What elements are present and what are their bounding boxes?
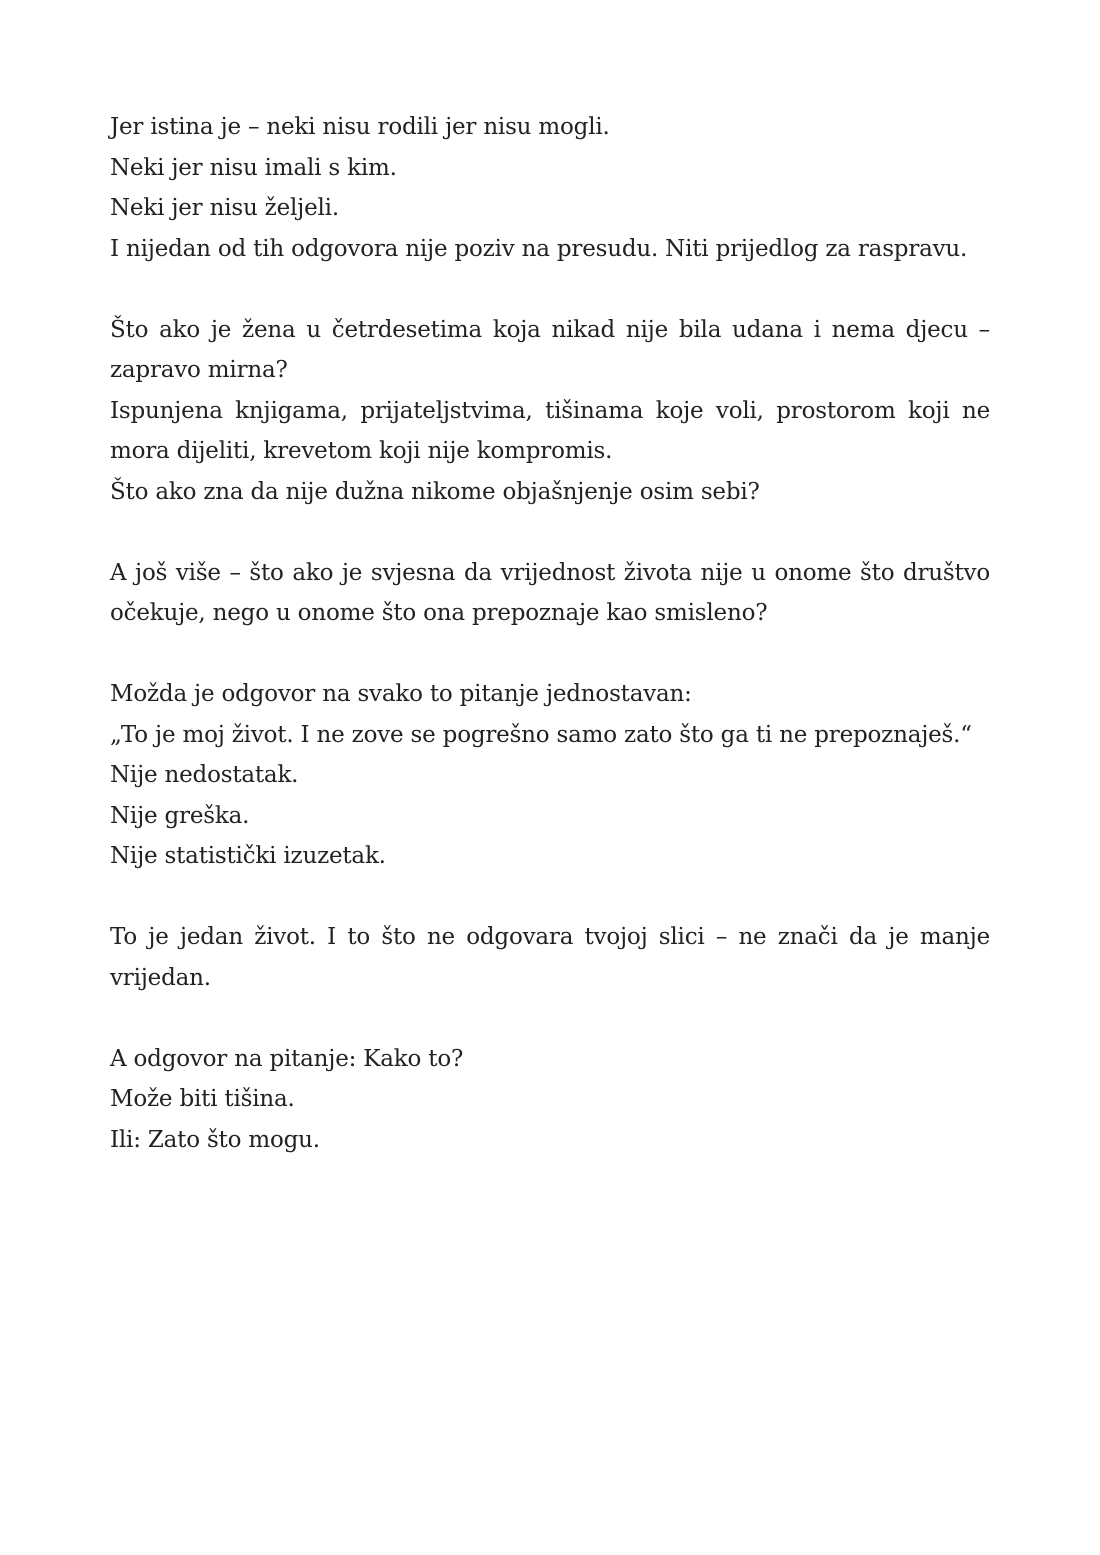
paragraph-6 (110, 1039, 990, 1161)
paragraph-4 (110, 674, 990, 877)
paragraph-5 (110, 917, 990, 998)
text-line: A odgovor na pitanje: Kako to? (110, 1045, 464, 1072)
text-line: Može biti tišina. (110, 1086, 295, 1112)
paragraph-1 (110, 107, 990, 269)
text-line: A još više – što ako je svjesna da vrijednost života nije u onome što društvo očekuje, nego u onome što ona prepoznaje kao smisleno? (110, 559, 990, 626)
text-line: I nijedan od tih odgovora nije poziv na presudu. Niti prijedlog za raspravu. (110, 235, 968, 262)
text-line: Neki jer nisu željeli. (110, 195, 339, 221)
paragraph-2 (110, 310, 990, 513)
text-line: Ispunjena knjigama, prijateljstvima, tišinama koje voli, prostorom koji ne mora dijeliti, krevetom koji nije kompromis. (110, 397, 990, 464)
text-line: Jer istina je – neki nisu rodili jer nisu mogli. (110, 114, 610, 140)
text-line: Nije statistički izuzetak. (110, 843, 386, 869)
document-body (110, 107, 990, 1201)
text-line: Nije nedostatak. (110, 762, 299, 788)
text-line: Nije greška. (110, 802, 250, 829)
text-line: Što ako zna da nije dužna nikome objašnjenje osim sebi? (110, 478, 760, 505)
text-line: Možda je odgovor na svako to pitanje jednostavan: (110, 681, 692, 707)
text-line: To je jedan život. I to što ne odgovara tvojoj slici – ne znači da je manje vrijedan. (110, 924, 990, 991)
text-line: Neki jer nisu imali s kim. (110, 154, 397, 181)
text-line: Što ako je žena u četrdesetima koja nikad nije bila udana i nema djecu – zapravo mirna? (110, 316, 990, 383)
quote-line: „To je moj život. I ne zove se pogrešno samo zato što ga ti ne prepoznaješ.“ (110, 721, 972, 748)
paragraph-3 (110, 553, 990, 634)
text-line: Ili: Zato što mogu. (110, 1126, 320, 1153)
